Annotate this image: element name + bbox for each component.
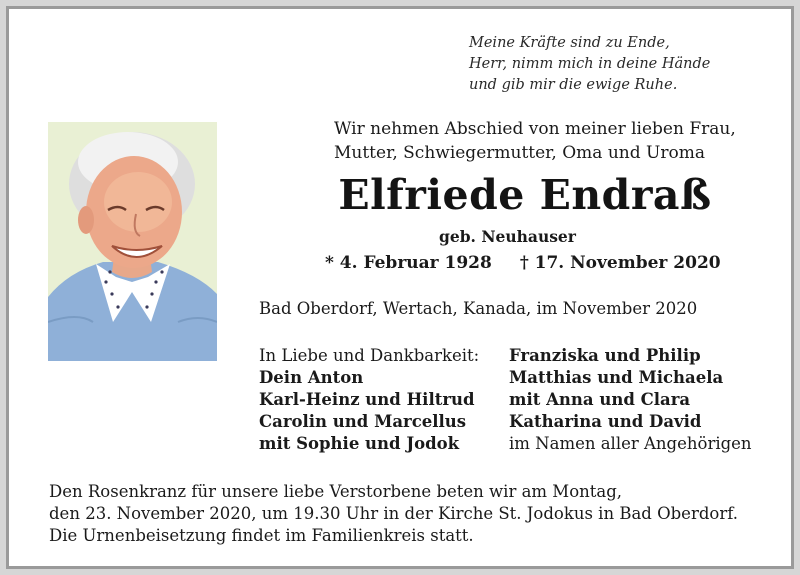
- verse-line-3: und gib mir die ewige Ruhe.: [469, 77, 678, 93]
- portrait-photo: [48, 122, 217, 361]
- intro-text: [334, 117, 736, 165]
- service-notice: [49, 481, 738, 547]
- birth-date: * 4. Februar 1928: [325, 253, 492, 273]
- mourners-intro: In Liebe und Dankbarkeit:: [259, 346, 480, 365]
- mourner-line: Franziska und Philip: [509, 346, 701, 365]
- death-date: † 17. November 2020: [519, 253, 721, 273]
- mourner-line: mit Sophie und Jodok: [259, 434, 460, 453]
- mourner-line: Katharina und David: [509, 412, 702, 431]
- mourner-line: Karl-Heinz und Hiltrud: [259, 390, 475, 409]
- life-dates: [325, 253, 721, 273]
- intro-line-2: Mutter, Schwiegermutter, Oma und Uroma: [334, 143, 705, 163]
- portrait-illustration: [48, 122, 217, 361]
- obituary-card: [6, 6, 794, 569]
- service-line-2: den 23. November 2020, um 19.30 Uhr in der Kirche St. Jodokus in Bad Oberdorf.: [49, 504, 738, 523]
- mourners-right: [509, 345, 752, 455]
- mourner-line: mit Anna und Clara: [509, 390, 691, 409]
- maiden-name: geb. Neuhauser: [439, 227, 576, 246]
- mourner-line: Carolin und Marcellus: [259, 412, 467, 431]
- place-and-date: Bad Oberdorf, Wertach, Kanada, im November 2020: [259, 299, 698, 318]
- deceased-name: Elfriede Endraß: [338, 171, 712, 219]
- mourner-line: Matthias und Michaela: [509, 368, 724, 387]
- intro-line-1: Wir nehmen Abschied von meiner lieben Frau,: [334, 119, 736, 139]
- verse: [469, 33, 710, 96]
- service-line-3: Die Urnenbeisetzung findet im Familienkreis statt.: [49, 526, 474, 545]
- verse-line-2: Herr, nimm mich in deine Hände: [469, 56, 711, 72]
- verse-line-1: Meine Kräfte sind zu Ende,: [469, 35, 670, 51]
- mourners-closing: im Namen aller Angehörigen: [509, 434, 752, 453]
- mourners-left: [259, 345, 479, 455]
- service-line-1: Den Rosenkranz für unsere liebe Verstorbene beten wir am Montag,: [49, 482, 623, 501]
- mourner-line: Dein Anton: [259, 368, 364, 387]
